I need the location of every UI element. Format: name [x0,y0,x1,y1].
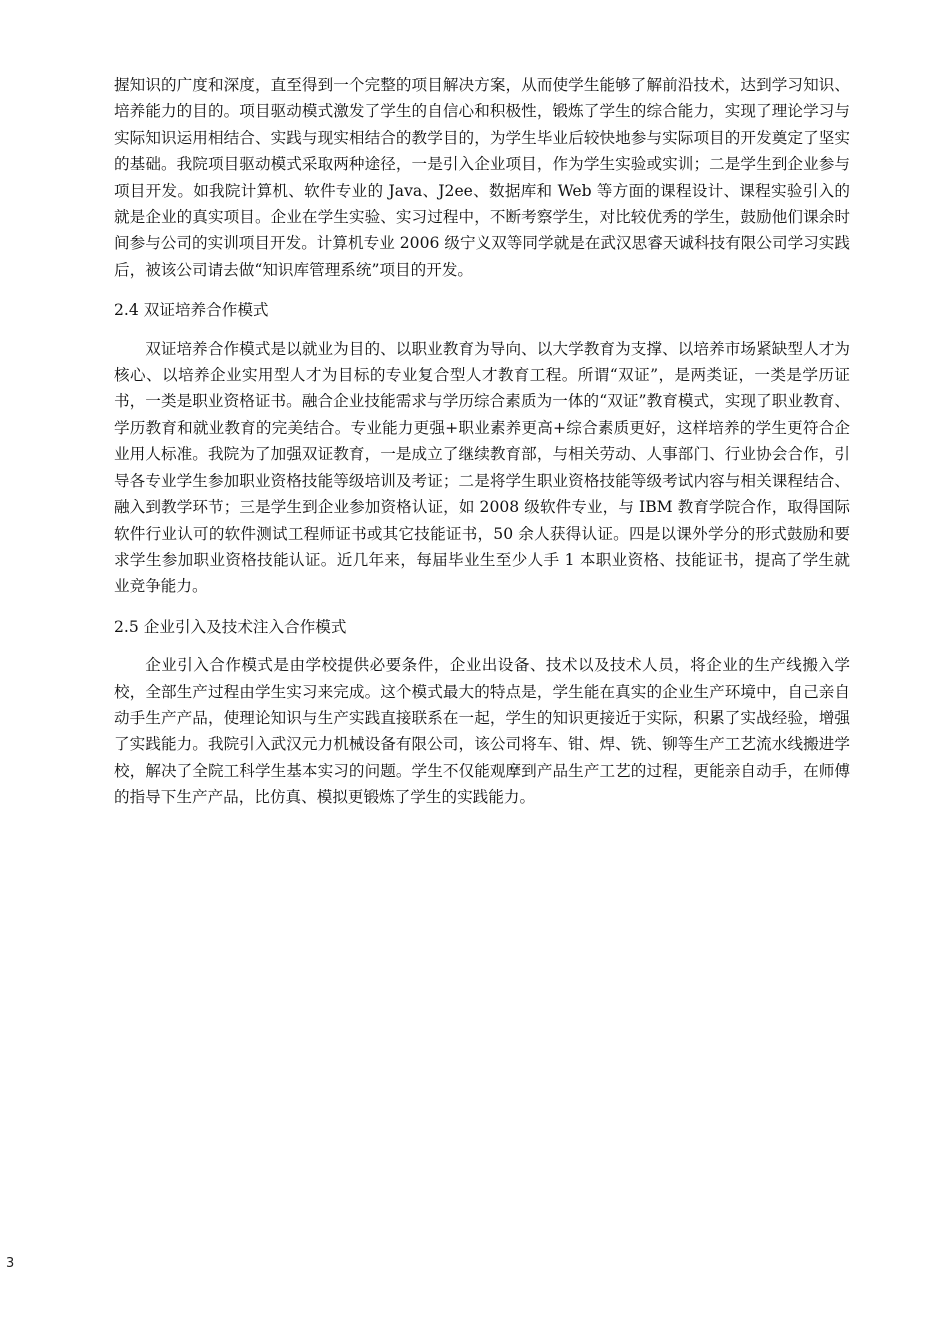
body-paragraph-project-driven: 握知识的广度和深度，直至得到一个完整的项目解决方案，从而使学生能够了解前沿技术，达到学习知识、培养能力的目的。项目驱动模式激发了学生的自信心和积极性，锻炼了学生的综合能力，实现了理论学习与实际知识运用相结合、实践与现实相结合的教学目的，为学生毕业后较快地参与实际项目的开发奠定了坚实的基础。我院项目驱动模式采取两种途径，一是引入企业项目，作为学生实验或实训；二是学生到企业参与项目开发。如我院计算机、软件专业的 Java、J2ee、数据库和 Web 等方面的课程设计、课程实验引入的就是企业的真实项目。企业在学生实验、实习过程中，不断考察学生，对比较优秀的学生，鼓励他们课余时间参与公司的实训项目开发。计算机专业 2006 级宁义双等同学就是在武汉思睿天诚科技有限公司学习实践后，被该公司请去做“知识库管理系统”项目的开发。 [114,76,850,279]
body-paragraph-enterprise-introduction: 企业引入合作模式是由学校提供必要条件，企业出设备、技术以及技术人员，将企业的生产线搬入学校，全部生产过程由学生实习来完成。这个模式最大的特点是，学生能在真实的企业生产环境中，自己亲自动手生产产品，使理论知识与生产实践直接联系在一起，学生的知识更接近于实际，积累了实战经验，增强了实践能力。我院引入武汉元力机械设备有限公司，该公司将车、钳、焊、铣、铆等生产工艺流水线搬进学校，解决了全院工科学生基本实习的问题。学生不仅能观摩到产品生产工艺的过程，更能亲自动手，在师傅的指导下生产产品，比仿真、模拟更锻炼了学生的实践能力。 [114,656,850,807]
body-paragraph-dual-certificate: 双证培养合作模式是以就业为目的、以职业教育为导向、以大学教育为支撑、以培养市场紧缺型人才为核心、以培养企业实用型人才为目标的专业复合型人才教育工程。所谓“双证”，是两类证，一类是学历证书，一类是职业资格证书。融合企业技能需求与学历综合素质为一体的“双证”教育模式，实现了职业教育、学历教育和就业教育的完美结合。专业能力更强+职业素养更高+综合素质更好，这样培养的学生更符合企业用人标准。我院为了加强双证教育，一是成立了继续教育部，与相关劳动、人事部门、行业协会合作，引导各专业学生参加职业资格技能等级培训及考证；二是将学生职业资格技能等级考试内容与相关课程结合、融入到教学环节；三是学生到企业参加资格认证，如 2008 级软件专业，与 IBM 教育学院合作，取得国际软件行业认可的软件测试工程师证书或其它技能证书，50 余人获得认证。四是以课外学分的形式鼓励和要求学生参加职业资格技能认证。近几年来，每届毕业生至少人手 1 本职业资格、技能证书，提高了学生就业竞争能力。 [114,339,850,596]
page-number: 3 [6,1256,15,1271]
section-heading-2-5: 2.5 企业引入及技术注入合作模式 [114,617,347,636]
section-heading-2-4: 2.4 双证培养合作模式 [114,301,269,320]
document-page [114,72,850,811]
